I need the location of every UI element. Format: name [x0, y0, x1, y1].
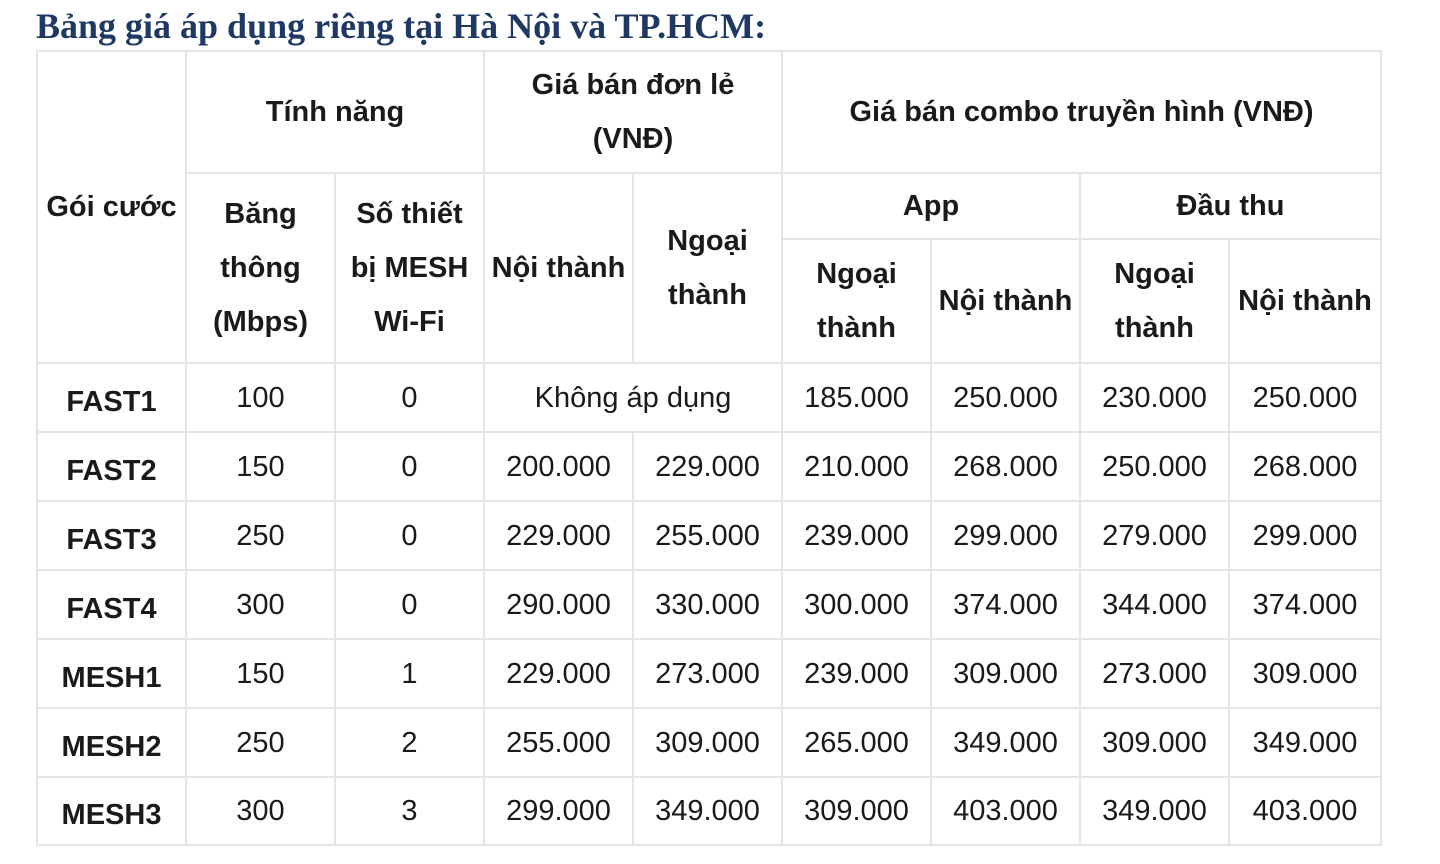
cell-single-inner: 290.000: [484, 570, 633, 639]
table-row: [37, 708, 1381, 777]
table-row: [37, 639, 1381, 708]
header-single-inner: Nội thành: [484, 173, 633, 363]
cell-bandwidth: 150: [186, 432, 335, 501]
cell-receiver-outer: 250.000: [1080, 432, 1229, 501]
cell-mesh: 0: [335, 501, 484, 570]
cell-single-note: Không áp dụng: [484, 363, 782, 432]
cell-mesh: 2: [335, 708, 484, 777]
cell-single-outer: 349.000: [633, 777, 782, 845]
cell-single-outer: 273.000: [633, 639, 782, 708]
table-row: [37, 501, 1381, 570]
cell-app-outer: 309.000: [782, 777, 931, 845]
cell-receiver-outer: 273.000: [1080, 639, 1229, 708]
header-single-outer: Ngoại thành: [633, 173, 782, 363]
cell-receiver-outer: 279.000: [1080, 501, 1229, 570]
cell-app-outer: 210.000: [782, 432, 931, 501]
cell-receiver-outer: 349.000: [1080, 777, 1229, 845]
cell-app-inner: 268.000: [931, 432, 1080, 501]
cell-app-outer: 300.000: [782, 570, 931, 639]
header-receiver-outer: Ngoại thành: [1080, 239, 1229, 363]
cell-app-inner: 309.000: [931, 639, 1080, 708]
cell-app-outer: 185.000: [782, 363, 931, 432]
cell-bandwidth: 300: [186, 570, 335, 639]
cell-receiver-inner: 309.000: [1229, 639, 1381, 708]
cell-package: MESH2: [37, 708, 186, 777]
cell-package: FAST2: [37, 432, 186, 501]
header-app: App: [782, 173, 1080, 239]
cell-receiver-inner: 403.000: [1229, 777, 1381, 845]
cell-app-inner: 403.000: [931, 777, 1080, 845]
cell-app-outer: 239.000: [782, 639, 931, 708]
cell-single-inner: 200.000: [484, 432, 633, 501]
cell-mesh: 0: [335, 432, 484, 501]
header-bandwidth: Băng thông (Mbps): [186, 173, 335, 363]
cell-receiver-outer: 309.000: [1080, 708, 1229, 777]
header-single-price: Giá bán đơn lẻ (VNĐ): [484, 51, 782, 173]
cell-package: FAST3: [37, 501, 186, 570]
cell-mesh: 0: [335, 570, 484, 639]
cell-receiver-outer: 230.000: [1080, 363, 1229, 432]
cell-app-inner: 374.000: [931, 570, 1080, 639]
table-row: [37, 570, 1381, 639]
cell-receiver-inner: 349.000: [1229, 708, 1381, 777]
cell-receiver-inner: 374.000: [1229, 570, 1381, 639]
cell-package: MESH1: [37, 639, 186, 708]
table-row: [37, 432, 1381, 501]
cell-single-inner: 299.000: [484, 777, 633, 845]
cell-single-inner: 255.000: [484, 708, 633, 777]
cell-app-inner: 349.000: [931, 708, 1080, 777]
cell-single-outer: 229.000: [633, 432, 782, 501]
header-package: Gói cước: [37, 51, 186, 363]
cell-bandwidth: 250: [186, 501, 335, 570]
cell-single-outer: 255.000: [633, 501, 782, 570]
cell-single-outer: 330.000: [633, 570, 782, 639]
cell-app-inner: 299.000: [931, 501, 1080, 570]
header-app-inner: Nội thành: [931, 239, 1080, 363]
cell-single-inner: 229.000: [484, 501, 633, 570]
cell-single-inner: 229.000: [484, 639, 633, 708]
cell-single-outer: 309.000: [633, 708, 782, 777]
cell-bandwidth: 100: [186, 363, 335, 432]
header-features: Tính năng: [186, 51, 484, 173]
table-row: [37, 777, 1381, 845]
cell-bandwidth: 150: [186, 639, 335, 708]
cell-package: MESH3: [37, 777, 186, 845]
cell-receiver-inner: 268.000: [1229, 432, 1381, 501]
header-receiver-inner: Nội thành: [1229, 239, 1381, 363]
cell-receiver-inner: 299.000: [1229, 501, 1381, 570]
cell-package: FAST1: [37, 363, 186, 432]
cell-receiver-outer: 344.000: [1080, 570, 1229, 639]
cell-mesh: 1: [335, 639, 484, 708]
table-row: [37, 363, 1381, 432]
header-mesh-devices: Số thiết bị MESH Wi-Fi: [335, 173, 484, 363]
cell-app-inner: 250.000: [931, 363, 1080, 432]
cell-receiver-inner: 250.000: [1229, 363, 1381, 432]
header-receiver: Đầu thu: [1080, 173, 1381, 239]
cell-mesh: 3: [335, 777, 484, 845]
cell-bandwidth: 250: [186, 708, 335, 777]
cell-mesh: 0: [335, 363, 484, 432]
price-table: [36, 50, 1382, 846]
page-title: Bảng giá áp dụng riêng tại Hà Nội và TP.HCM:: [36, 6, 767, 46]
header-app-outer: Ngoại thành: [782, 239, 931, 363]
cell-package: FAST4: [37, 570, 186, 639]
header-combo-price: Giá bán combo truyền hình (VNĐ): [782, 51, 1381, 173]
cell-bandwidth: 300: [186, 777, 335, 845]
cell-app-outer: 239.000: [782, 501, 931, 570]
cell-app-outer: 265.000: [782, 708, 931, 777]
